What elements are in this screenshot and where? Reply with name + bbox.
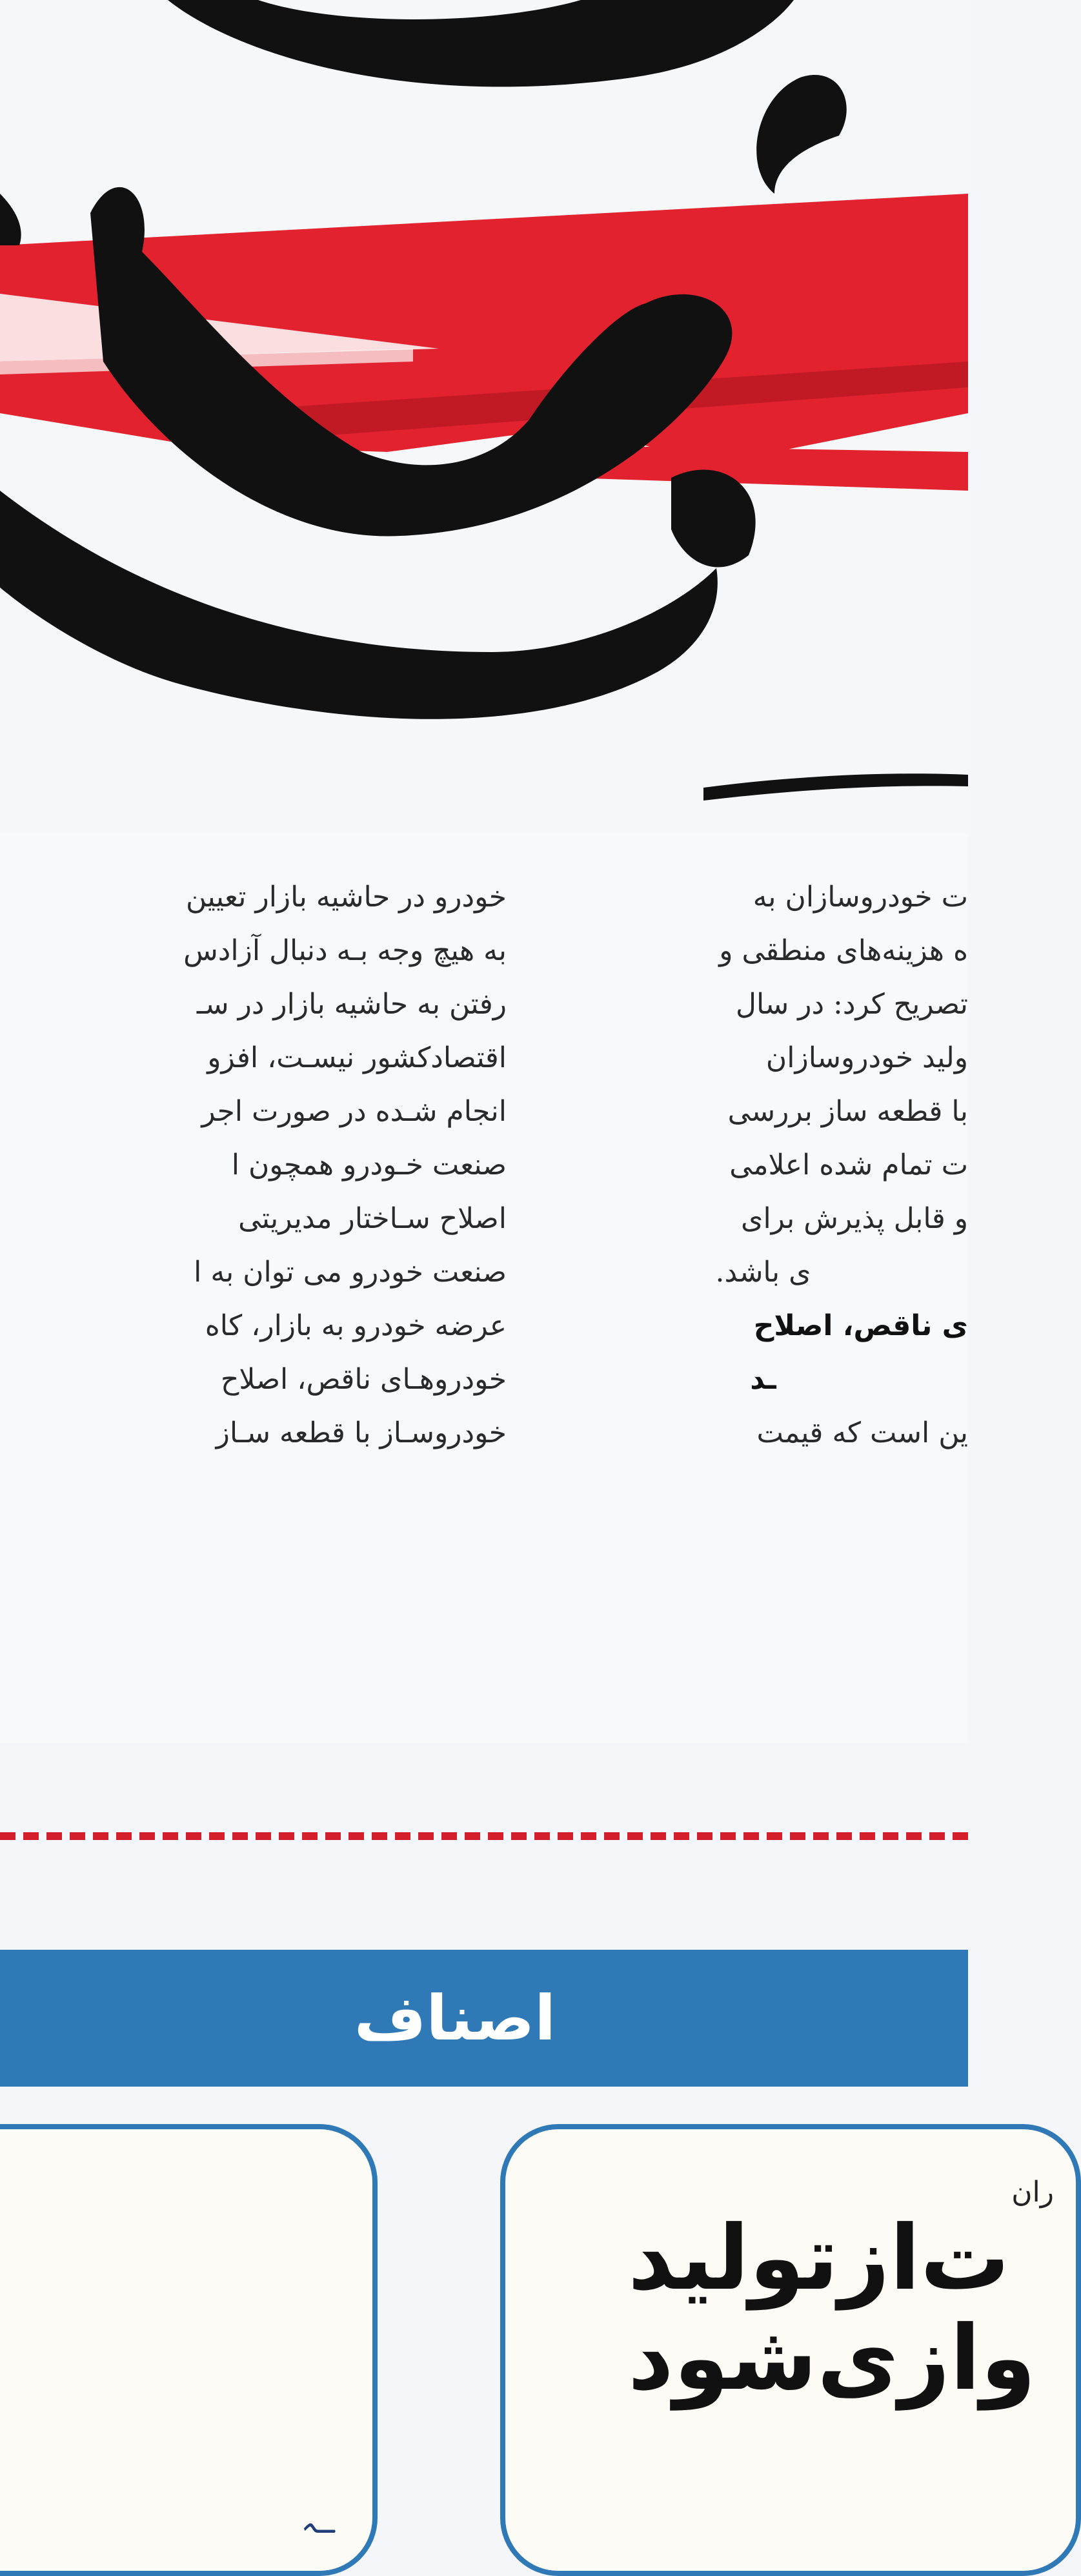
text-line: اقتصادکشور نیسـت، افزو bbox=[207, 1041, 507, 1074]
news-card-right[interactable] bbox=[500, 2124, 1081, 2576]
text-line: خودروهـای ناقص، اصلاح bbox=[221, 1363, 507, 1396]
dashed-divider bbox=[0, 1832, 968, 1840]
text-line: صنعت خودرو می توان به ا bbox=[194, 1256, 507, 1289]
card-text-fragment: ـہ bbox=[301, 2507, 334, 2540]
section-header bbox=[0, 1950, 968, 2087]
text-line: خودروسـاز با قطعه سـاز bbox=[216, 1416, 507, 1449]
article-right-column bbox=[597, 870, 968, 1460]
text-line: به هیچ وجه بـه دنبال آزادس bbox=[183, 934, 507, 967]
text-line: عرضه خودرو به بازار، کاه bbox=[205, 1309, 507, 1342]
text-line: ه هزینه‌های منطقی و bbox=[719, 934, 968, 967]
hero-calligraphy-image bbox=[0, 0, 968, 833]
text-line: خودرو در حاشیه بازار تعیین bbox=[185, 881, 507, 914]
calligraphy-art bbox=[0, 0, 968, 833]
text-line: ین است که قیمت bbox=[756, 1416, 968, 1449]
text-line: و قابل پذیرش برای bbox=[741, 1202, 968, 1235]
text-line: ت خودروسازان به bbox=[753, 881, 968, 914]
text-line: ی باشد. bbox=[715, 1256, 811, 1289]
text-line: صنعت خـودرو همچون ا bbox=[231, 1149, 507, 1181]
article-body bbox=[0, 833, 968, 1743]
subheading: ی ناقص، اصلاح bbox=[753, 1309, 968, 1342]
card-headline-line-1: ت‌ازتولید bbox=[628, 2206, 1010, 2310]
article-left-column bbox=[0, 870, 507, 1460]
news-card-left[interactable] bbox=[0, 2124, 378, 2576]
text-line: با قطعه ساز بررسی bbox=[727, 1095, 968, 1128]
text-line: ت تمام شده اعلامی bbox=[729, 1149, 968, 1181]
subheading: ـد bbox=[750, 1363, 776, 1396]
card-headline-line-2: وازی‌شود bbox=[628, 2306, 1036, 2410]
section-title: اصناف bbox=[354, 1982, 556, 2054]
text-line: تصریح کرد: در سال bbox=[735, 988, 968, 1021]
text-line: اصلاح سـاختار مدیریتی bbox=[238, 1202, 507, 1235]
text-line: انجام شـده در صورت اجر bbox=[201, 1095, 507, 1128]
text-line: ولید خودروسازان bbox=[765, 1041, 968, 1074]
text-line: رفتن به حاشیه بازار در سـ bbox=[196, 988, 507, 1021]
card-kicker: ران bbox=[1011, 2176, 1054, 2209]
